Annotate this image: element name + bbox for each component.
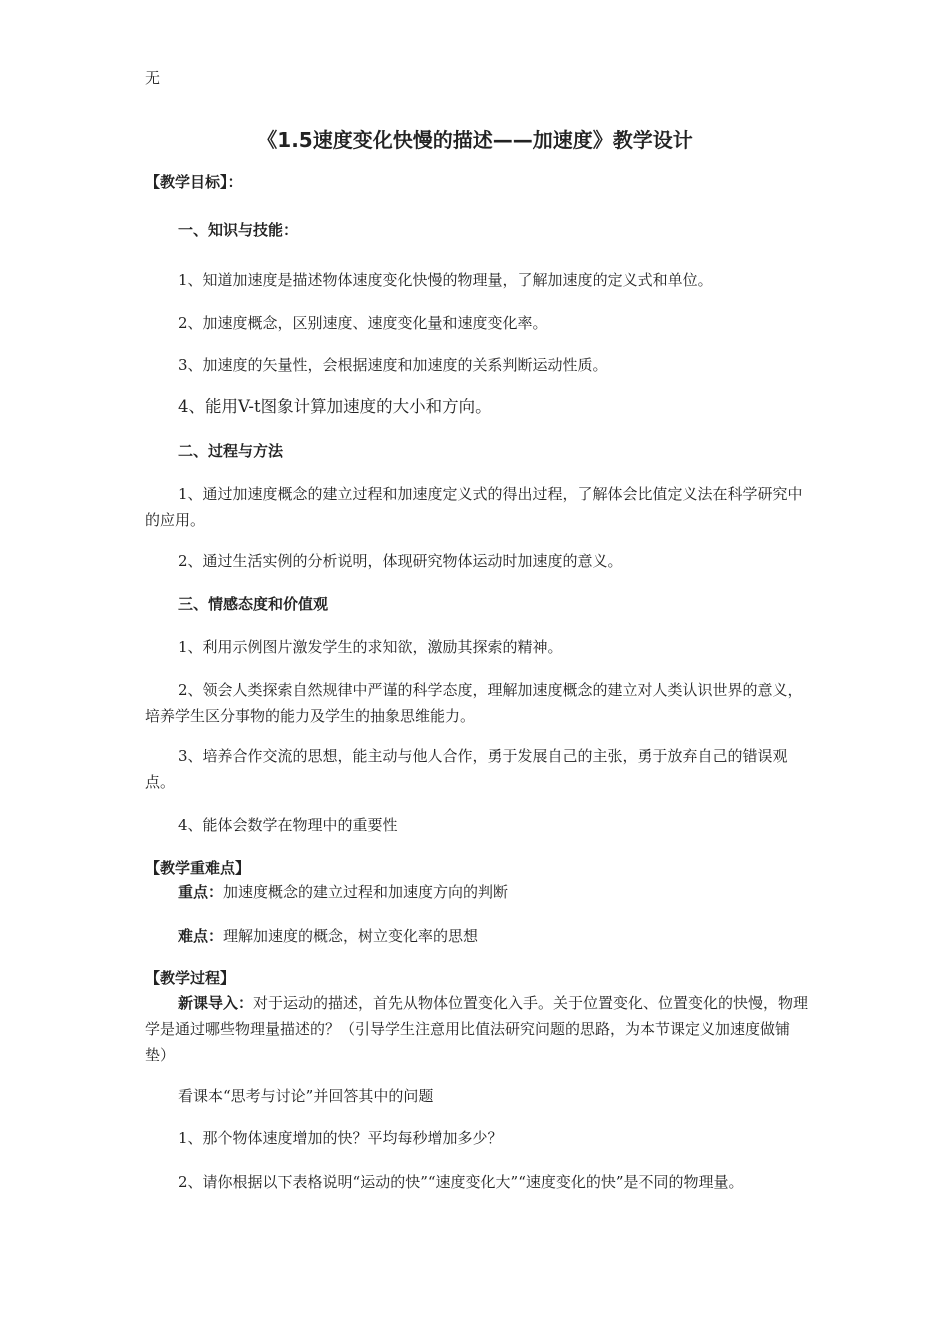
intro-text: 对于运动的描述，首先从物体位置变化入手。关于位置变化、位置变化的快慢，物理学是通过哪些物理量描述的？（引导学生注意用比值法研究问题的思路，为本节课定义加速度做铺垫） [145, 994, 809, 1064]
knowledge-item-1-mid: 速度是描述物体速度变化快慢的物理量，了解加速度 [247, 271, 593, 289]
knowledge-heading: 一、知识与技能： [178, 221, 299, 239]
emotion-item-3: 3、培养合作交流的思想，能主动与他人合作，勇于发展自己的主张，勇于放弃自己的错误观点。 [145, 747, 788, 791]
process-item-1: 1、通过加速度概念的建立过程和加速度定义式的得出过程，了解体会比值定义法在科学研究中的应用。 [145, 485, 803, 529]
intro-paragraph [145, 990, 810, 1068]
knowledge-item-4: 4、能用V-t图象计算加速度的大小和方向。 [178, 397, 492, 416]
process-item-2: 2、通过生活实例的分析说明，体现研究物体运动时加速度的意义。 [178, 552, 623, 570]
process-heading: 二、过程与方法 [178, 442, 284, 460]
knowledge-item-1 [178, 270, 713, 290]
key-point-label: 重点： [178, 883, 224, 901]
knowledge-item-1-post: 的定义式和单位。 [592, 271, 713, 289]
objectives-heading: 【教学目标】： [145, 173, 243, 191]
key-point-text: 加速度概念的建立过程和加速度方向的判断 [223, 883, 509, 901]
header-note: 无 [145, 69, 161, 87]
intro-label: 新课导入： [178, 994, 254, 1012]
key-point-row [178, 882, 508, 902]
document-title: 《1.5速度变化快慢的描述——加速度》教学设计 [257, 128, 693, 152]
procedure-heading: 【教学过程】 [145, 969, 236, 987]
knowledge-item-1-pre: 1、知道加 [178, 271, 248, 289]
knowledge-item-3: 3、加速度的矢量性，会根据速度和加速度的关系判断运动性质。 [178, 356, 608, 374]
emotion-heading: 三、情感态度和价值观 [178, 595, 329, 613]
difficult-point-label: 难点： [178, 927, 224, 945]
emotion-item-1: 1、利用示例图片激发学生的求知欲，激励其探索的精神。 [178, 638, 563, 656]
key-points-heading: 【教学重难点】 [145, 859, 251, 877]
task-line: 看课本“思考与讨论”并回答其中的问题 [178, 1087, 434, 1105]
question-1: 1、那个物体速度增加的快？平均每秒增加多少？ [178, 1129, 503, 1147]
difficult-point-row [178, 926, 478, 946]
emotion-item-4: 4、能体会数学在物理中的重要性 [178, 816, 398, 834]
question-2: 2、请你根据以下表格说明“运动的快”“速度变化大”“速度变化的快”是不同的物理量。 [178, 1173, 744, 1191]
emotion-item-2: 2、领会人类探索自然规律中严谨的科学态度，理解加速度概念的建立对人类认识世界的意义，培养学生区分事物的能力及学生的抽象思维能力。 [145, 681, 803, 725]
knowledge-item-2: 2、加速度概念，区别速度、速度变化量和速度变化率。 [178, 314, 548, 332]
difficult-point-text: 理解加速度的概念，树立变化率的思想 [223, 927, 479, 945]
